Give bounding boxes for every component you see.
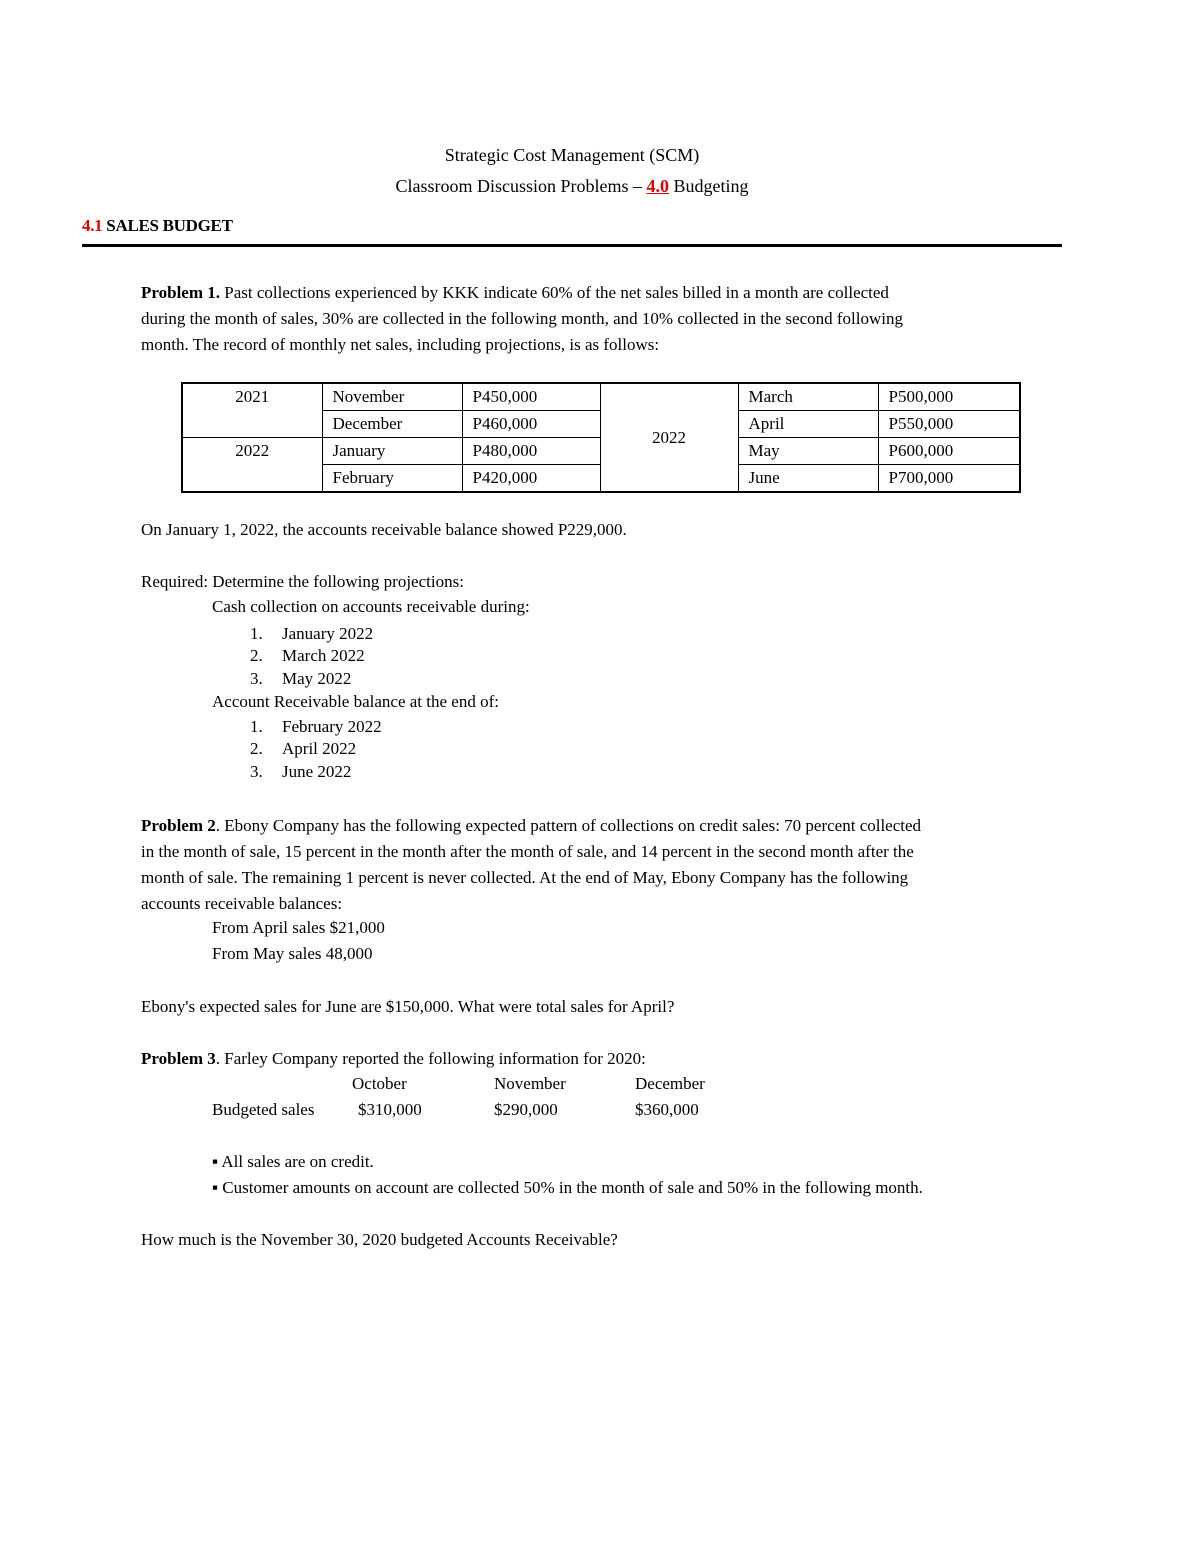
budgeted-sales-november: $290,000 [494, 1100, 558, 1119]
net-sales-table [181, 382, 1021, 493]
budgeted-sales-october: $310,000 [358, 1100, 422, 1119]
document-subtitle [0, 176, 1144, 197]
april-balance: From April sales $21,000 [212, 918, 385, 937]
problem-1-text [141, 280, 1046, 358]
problem-2-label: Problem 2 [141, 816, 216, 835]
budgeted-sales-label: Budgeted sales [212, 1100, 315, 1119]
list-item: 2. April 2022 [250, 739, 357, 758]
list-item: 3. June 2022 [250, 762, 352, 781]
list-item: 1. February 2022 [250, 717, 382, 736]
table-cell-year-empty [182, 465, 322, 493]
bullet-item: ▪ Customer amounts on account are collected 50% in the month of sale and 50% in the following month. [212, 1178, 923, 1197]
section-label: SALES BUDGET [102, 216, 233, 235]
list-item: 3. May 2022 [250, 669, 352, 688]
problem-2-line-1: Problem 2. Ebony Company has the following expected pattern of collections on credit sales: 70 percent collected [141, 816, 922, 835]
problem-3-intro: Problem 3. Farley Company reported the following information for 2020: [141, 1049, 646, 1068]
list-item: 2. March 2022 [250, 646, 365, 665]
subtitle-chapter-number: 4.0 [646, 176, 669, 196]
table-cell-amount: P550,000 [878, 411, 1020, 438]
table-cell-year: 2021 [182, 383, 322, 411]
table-cell-amount: P500,000 [878, 383, 1020, 411]
table-cell-month: April [738, 411, 878, 438]
table-cell-month: March [738, 383, 878, 411]
section-number: 4.1 [82, 216, 103, 235]
table-cell-amount: P600,000 [878, 438, 1020, 465]
table-cell-amount: P460,000 [462, 411, 600, 438]
balance-heading: Account Receivable balance at the end of: [212, 692, 499, 711]
problem-3-label: Problem 3 [141, 1049, 216, 1068]
ar-balance-statement: On January 1, 2022, the accounts receivable balance showed P229,000. [141, 520, 627, 539]
subtitle-suffix: Budgeting [669, 176, 749, 196]
table-cell-month: January [322, 438, 462, 465]
table-cell-amount: P450,000 [462, 383, 600, 411]
problem-2-question: Ebony's expected sales for June are $150,000. What were total sales for April? [141, 997, 675, 1016]
table-cell-year: 2022 [182, 438, 322, 465]
problem-1-line-2: during the month of sales, 30% are collected in the following month, and 10% collected in the second following [141, 309, 903, 328]
problem-1-line-1: Problem 1. Past collections experienced by KKK indicate 60% of the net sales billed in a month are collected [141, 283, 889, 302]
month-header-october: October [352, 1074, 407, 1093]
table-cell-month: November [322, 383, 462, 411]
problem-1-line-3: month. The record of monthly net sales, including projections, is as follows: [141, 335, 660, 354]
problem-2-line-3: month of sale. The remaining 1 percent is never collected. At the end of May, Ebony Company has the following [141, 868, 909, 887]
table-cell-month: February [322, 465, 462, 493]
table-cell-amount: P420,000 [462, 465, 600, 493]
problem-3-question: How much is the November 30, 2020 budgeted Accounts Receivable? [141, 1230, 618, 1249]
table-cell-year-empty [182, 411, 322, 438]
collection-heading: Cash collection on accounts receivable during: [212, 597, 530, 616]
month-header-november: November [494, 1074, 566, 1093]
budgeted-sales-december: $360,000 [635, 1100, 699, 1119]
table-cell-month: December [322, 411, 462, 438]
problem-2-line-4: accounts receivable balances: [141, 894, 343, 913]
section-heading [82, 216, 233, 236]
table-cell-month: May [738, 438, 878, 465]
table-cell-month: June [738, 465, 878, 493]
required-statement: Required: Determine the following projections: [141, 572, 464, 591]
problem-2-line-2: in the month of sale, 15 percent in the month after the month of sale, and 14 percent in the second month after the [141, 842, 914, 861]
month-header-december: December [635, 1074, 705, 1093]
list-item: 1. January 2022 [250, 624, 374, 643]
table-cell-amount: P700,000 [878, 465, 1020, 493]
subtitle-prefix: Classroom Discussion Problems – [395, 176, 642, 196]
bullet-item: ▪ All sales are on credit. [212, 1152, 374, 1171]
table-cell-amount: P480,000 [462, 438, 600, 465]
document-title: Strategic Cost Management (SCM) [444, 145, 700, 165]
section-divider [82, 244, 1062, 247]
problem-1-label: Problem 1. [141, 283, 221, 302]
may-balance: From May sales 48,000 [212, 944, 373, 963]
problem-2-text [141, 813, 1046, 917]
table-cell-year: 2022 [600, 383, 738, 492]
table-row [182, 383, 1020, 411]
